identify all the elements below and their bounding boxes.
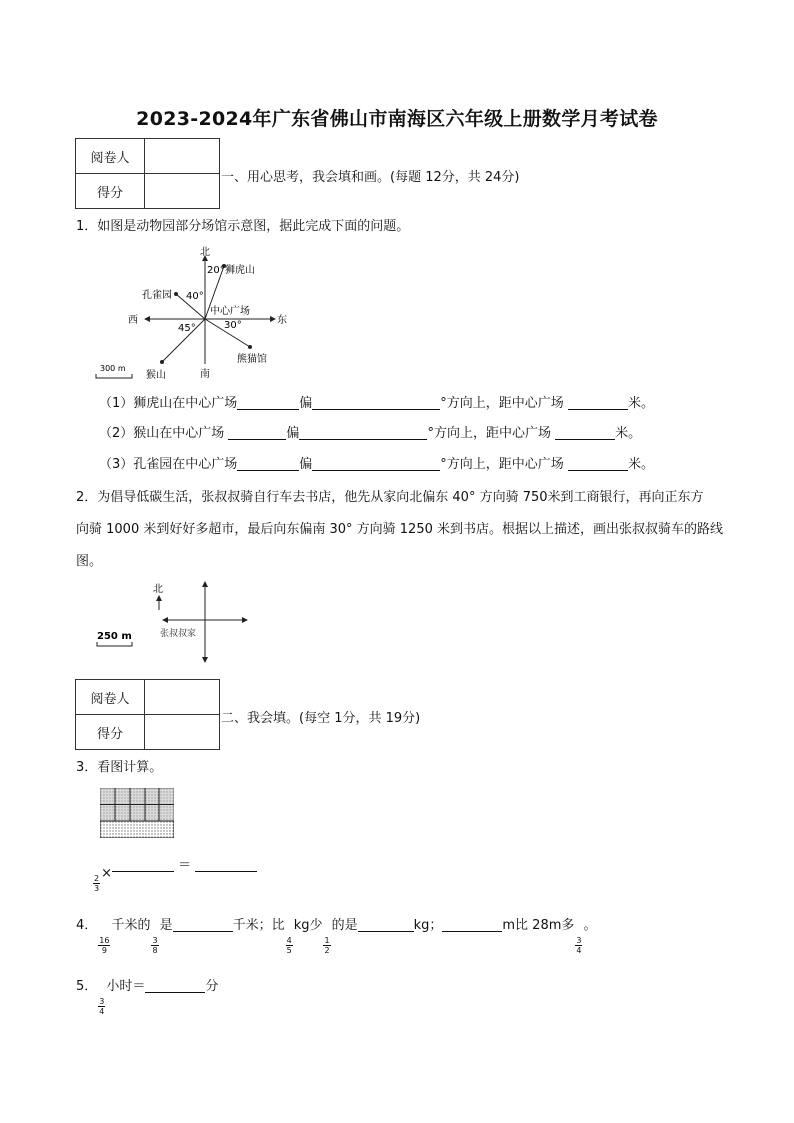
- q1-sub2-blank-angle[interactable]: [299, 425, 427, 440]
- map-center: 中心广场: [210, 306, 250, 317]
- score-table-2: [75, 679, 220, 750]
- score-cell[interactable]: [145, 174, 220, 209]
- q1-sub3-blank-dist[interactable]: [568, 456, 628, 471]
- map-south: 南: [200, 369, 210, 380]
- map-angle-40: 40°: [186, 291, 204, 302]
- map-lion-hill: 狮虎山: [225, 265, 255, 276]
- q3-equation: ＝: [112, 854, 257, 873]
- q1-sub3: （3）孔雀园在中心广场 偏 °方向上，距中心广场 米。: [99, 457, 654, 472]
- map-west: 西: [128, 315, 138, 326]
- score-cell[interactable]: [145, 715, 220, 750]
- q3-blank-result[interactable]: [195, 857, 257, 872]
- map-peacock: 孔雀园: [142, 290, 172, 301]
- section-2-heading: 二、我会填。(每空 1分，共 19分): [221, 711, 421, 726]
- q1-sub1: （1）狮虎山在中心广场 偏 °方向上，距中心广场 米。: [99, 396, 654, 411]
- route-drawing-grid[interactable]: [92, 578, 257, 666]
- grader-label: 阅卷人: [76, 139, 145, 174]
- q2-scale-label: 250 m: [97, 631, 132, 642]
- q1-stem: 1．如图是动物园部分场馆示意图，据此完成下面的问题。: [76, 219, 410, 234]
- q4: 4． $\frac{16}{9}$ 千米的 $\frac{3}{8}$ 是 千米；比 $\frac{4}{5}$ kg少 $\frac{1}{2}$ 的是 kg； m比 28m多 $\frac{3}{4}$ 。: [76, 918, 597, 955]
- q3-blank-expression[interactable]: [112, 857, 174, 872]
- q4-blank-3[interactable]: [442, 917, 502, 932]
- q3-stem: 3．看图计算。: [76, 760, 163, 775]
- map-angle-30: 30°: [224, 320, 242, 331]
- map-monkey: 猴山: [146, 370, 166, 381]
- q5: 5． $\frac{3}{4}$ 小时＝ 分: [76, 979, 219, 1016]
- q1-sub3-blank-dir[interactable]: [237, 456, 299, 471]
- q1-sub2-blank-dir[interactable]: [228, 425, 286, 440]
- q4-blank-2[interactable]: [358, 917, 414, 932]
- q2-home-label: 张叔叔家: [160, 629, 197, 639]
- grader-label: 阅卷人: [76, 680, 145, 715]
- section-1-heading: 一、用心思考，我会填和画。(每题 12分，共 24分): [221, 170, 520, 185]
- q3-fraction-grid: [100, 788, 174, 838]
- q2-north-label: 北: [153, 584, 163, 595]
- grader-cell[interactable]: [145, 139, 220, 174]
- grader-cell[interactable]: [145, 680, 220, 715]
- q5-blank[interactable]: [145, 978, 205, 993]
- q1-sub1-blank-dir[interactable]: [237, 395, 299, 410]
- map-north: 北: [200, 247, 210, 258]
- zoo-map-diagram: [90, 244, 290, 384]
- map-scale-bar: [96, 374, 132, 378]
- q1-sub2: （2）猴山在中心广场 偏 °方向上，距中心广场 米。: [99, 426, 642, 441]
- q1-sub2-blank-dist[interactable]: [555, 425, 615, 440]
- score-table-1: [75, 138, 220, 209]
- q2-text: 2．为倡导低碳生活，张叔叔骑自行车去书店，他先从家向北偏东 40° 方向骑 750米到工商银行，再向正东方 向骑 1000 米到好好多超市，最后向东偏南 30° 方向骑 1250 米到书店。根据以上描述，画出张叔叔骑车的路线 图。: [76, 490, 724, 569]
- map-angle-20: 20°: [207, 265, 225, 276]
- q1-sub1-blank-angle[interactable]: [312, 395, 440, 410]
- q4-blank-1[interactable]: [173, 917, 233, 932]
- q1-sub1-blank-dist[interactable]: [568, 395, 628, 410]
- map-east: 东: [277, 315, 287, 326]
- q2-scale-bar: [97, 642, 132, 646]
- map-scale-label: 300 m: [100, 364, 126, 373]
- score-label: 得分: [76, 174, 145, 209]
- score-label: 得分: [76, 715, 145, 750]
- map-angle-45: 45°: [178, 323, 196, 334]
- page-title: 2023-2024年广东省佛山市南海区六年级上册数学月考试卷: [136, 108, 658, 130]
- q1-sub3-blank-angle[interactable]: [312, 456, 440, 471]
- map-panda: 熊猫馆: [237, 354, 267, 365]
- q3-multiplier: $\frac{2}{3}$ ×: [94, 866, 112, 893]
